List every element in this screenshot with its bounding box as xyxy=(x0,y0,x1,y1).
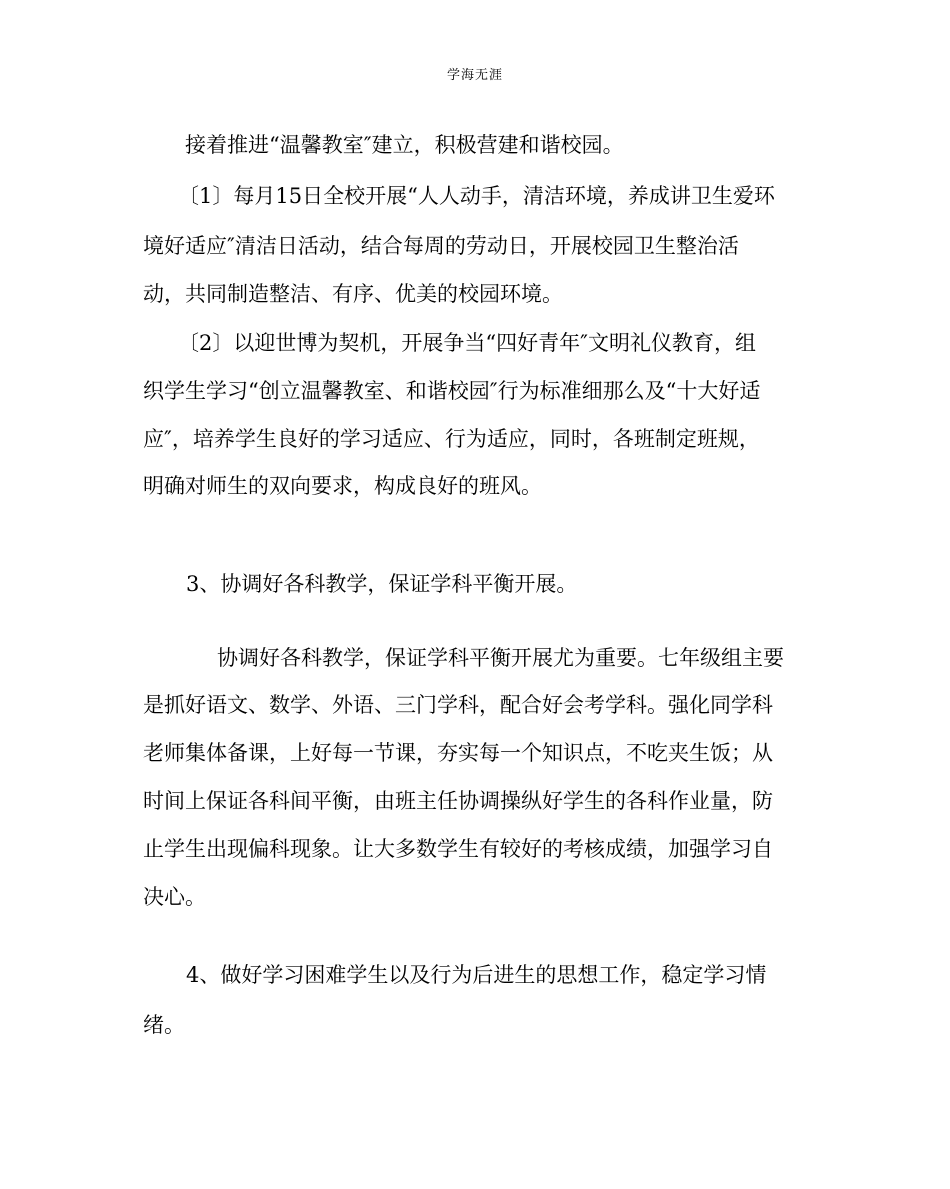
paragraph-line: 织学生学习“创立温馨教室、和谐校园″行为标准细那么及“十大好适 xyxy=(143,379,761,403)
paragraph-line: 应″，培养学生良好的学习适应、行为适应，同时，各班制定班规， xyxy=(143,427,760,451)
paragraph-line: 接着推进“温馨教室″建立，积极营建和谐校园。 xyxy=(185,133,624,157)
paragraph-line: 老师集体备课，上好每一节课，夯实每一个知识点，不吃夹生饭；从 xyxy=(143,741,773,765)
paragraph-line: 动，共同制造整洁、有序、优美的校园环境。 xyxy=(143,282,563,306)
paragraph-line: 〔1〕每月15日全校开展“人人动手，清洁环境，养成讲卫生爱环 xyxy=(178,184,775,208)
paragraph-line: 绪。 xyxy=(143,1013,185,1037)
paragraph-line: 协调好各科教学，保证学科平衡开展尤为重要。七年级组主要 xyxy=(217,646,784,670)
page-header: 学海无涯 xyxy=(446,68,503,83)
paragraph-line: 决心。 xyxy=(143,885,206,909)
paragraph-line: 止学生出现偏科现象。让大多数学生有较好的考核成绩，加强学习自 xyxy=(143,837,773,861)
paragraph-line: 明确对师生的双向要求，构成良好的班风。 xyxy=(143,474,542,498)
paragraph-line: 时间上保证各科间平衡，由班主任协调操纵好学生的各科作业量，防 xyxy=(143,789,773,813)
paragraph-line: 是抓好语文、数学、外语、三门学科，配合好会考学科。强化同学科 xyxy=(143,693,773,717)
paragraph-line: 〔2〕以迎世博为契机，开展争当“四好青年″文明礼仪教育，组 xyxy=(178,331,756,355)
paragraph-line: 境好适应″清洁日活动，结合每周的劳动日，开展校园卫生整治活 xyxy=(143,234,739,258)
section-heading: 4、做好学习困难学生以及行为后进生的思想工作，稳定学习情 xyxy=(186,963,767,987)
section-heading: 3、协调好各科教学，保证学科平衡开展。 xyxy=(186,572,578,596)
